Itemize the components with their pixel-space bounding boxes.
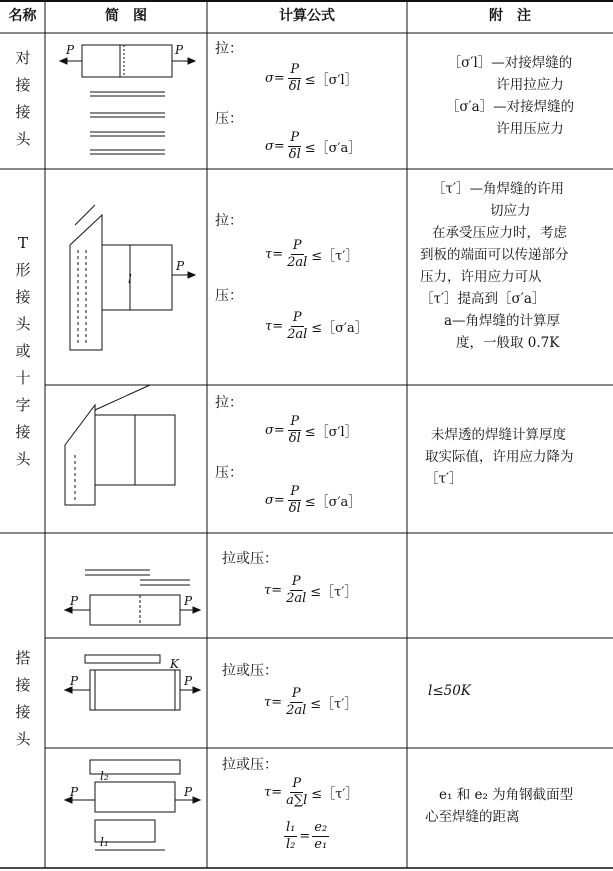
group-name-t-cross: T 形 接 头 或 十 字 接 头: [15, 234, 31, 468]
note-row-3: 未焊透的焊缝计算厚度 取实际值，许用应力降为 ［τ′］: [425, 427, 574, 487]
diagram-label-l1: l₁: [100, 835, 109, 849]
lap-joint-diagram-3: [65, 760, 200, 850]
diagram-label-p: P: [70, 594, 79, 608]
diagram-label-p: P: [184, 674, 193, 688]
formula-row-5: 拉或压： τ= $\frac{P}{2al}$ ≤［τ′］: [222, 663, 358, 718]
lap-joint-diagram-2: [65, 655, 200, 710]
note-row-1: ［σ′l］—对接焊缝的 许用拉应力 ［σ′a］—对接焊缝的 许用压应力: [445, 55, 575, 137]
formula-row-4: 拉或压： τ= $\frac{P}{2al}$ ≤［τ′］: [222, 551, 358, 606]
diagram-label-p: P: [70, 785, 79, 799]
header-note: 附 注: [489, 8, 531, 24]
group-name-butt: 对 接 接 头: [15, 49, 31, 148]
formula-row-1: 拉： σ= $\frac{P}{\delta l}$ ≤［σ′l］ 压： σ= $\frac{P}{\delta l}$ ≤［σ′a］: [215, 41, 362, 162]
cross-joint-diagram: [65, 385, 175, 505]
note-row-6: e₁ 和 e₂ 为角钢截面型 心至焊缝的距离: [425, 787, 574, 825]
header-name: 名称: [8, 8, 37, 24]
diagram-label-l: l: [128, 272, 132, 286]
group-name-lap: 搭 接 接 头: [15, 649, 31, 748]
diagram-label-p: P: [175, 43, 184, 57]
note-row-2: ［τ′］—角焊缝的许用 切应力 在承受压应力时，考虑 到板的端面可以传递部分 压力，许用应力可从 ［τ′］提高到［σ′a］ a—角焊缝的计算厚 度，一般取 0.7K: [420, 181, 569, 351]
formula-row-6: 拉或压： τ= $\frac{P}{a\sum l}$ ≤［τ′］ $\frac{\text{l₁}}{\text{l₂}}$ = $\frac{\text{e₂}}{\text{e₁}}$: [222, 757, 359, 852]
diagram-label-p: P: [184, 594, 193, 608]
diagram-label-k: K: [170, 657, 179, 671]
diagram-label-p: P: [184, 785, 193, 799]
butt-joint-diagram: [60, 45, 195, 154]
t-joint-diagram: [70, 205, 195, 350]
header-diagram: 简 图: [105, 8, 147, 24]
diagram-label-p: P: [66, 43, 75, 57]
diagram-label-l2: l₂: [100, 769, 109, 783]
diagram-label-p: P: [70, 674, 79, 688]
header-formula: 计算公式: [279, 8, 335, 24]
formula-row-3: 拉： σ= $\frac{P}{\delta l}$ ≤［σ′l］ 压： σ= $\frac{P}{\delta l}$ ≤［σ′a］: [215, 395, 362, 516]
lap-joint-diagram-1: [65, 570, 200, 625]
formula-row-2: 拉： τ= $\frac{P}{2al}$ ≤［τ′］ 压： τ= $\frac{P}{2al}$ ≤［σ′a］: [215, 213, 368, 342]
note-row-5: l≤50K: [428, 683, 471, 699]
diagram-label-p: P: [176, 259, 185, 273]
